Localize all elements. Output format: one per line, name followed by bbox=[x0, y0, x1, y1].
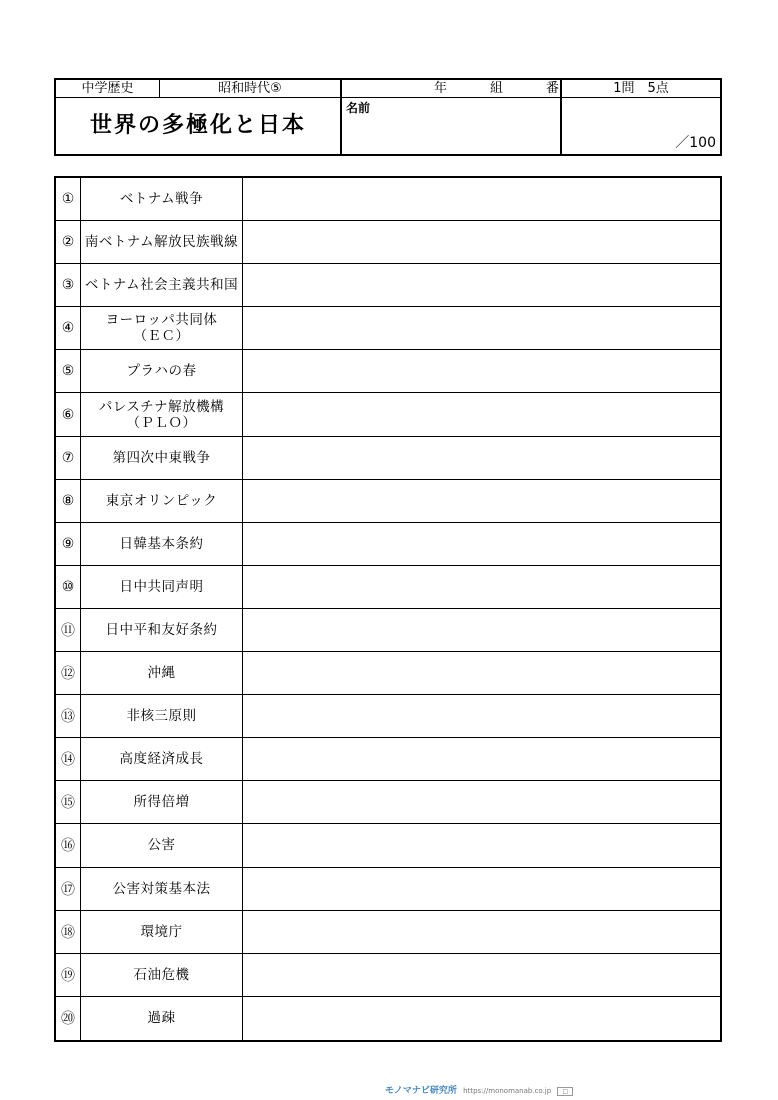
question-number: ⑯ bbox=[56, 824, 81, 866]
question-number: ⑨ bbox=[56, 523, 81, 565]
question-term: 日韓基本条約 bbox=[81, 523, 243, 565]
question-number: ⑲ bbox=[56, 954, 81, 996]
question-term: 南ベトナム解放民族戦線 bbox=[81, 221, 243, 263]
question-term: 沖縄 bbox=[81, 652, 243, 694]
answer-field[interactable] bbox=[243, 393, 720, 435]
footer-url[interactable]: https://monomanab.co.jp bbox=[463, 1087, 552, 1095]
year-label: 年 bbox=[434, 81, 448, 96]
question-row bbox=[56, 264, 720, 307]
question-term: 非核三原則 bbox=[81, 695, 243, 737]
question-number: ⑥ bbox=[56, 393, 81, 435]
question-number: ⑭ bbox=[56, 738, 81, 780]
question-row bbox=[56, 523, 720, 566]
question-row bbox=[56, 609, 720, 652]
answer-field[interactable] bbox=[243, 824, 720, 866]
footer bbox=[385, 1083, 573, 1096]
answer-field[interactable] bbox=[243, 264, 720, 306]
question-term: 第四次中東戦争 bbox=[81, 437, 243, 479]
number-label: 番 bbox=[546, 81, 560, 96]
question-number: ① bbox=[56, 178, 81, 220]
question-row bbox=[56, 437, 720, 480]
answer-field[interactable] bbox=[243, 868, 720, 910]
answer-field[interactable] bbox=[243, 911, 720, 953]
question-number: ⑧ bbox=[56, 480, 81, 522]
question-row bbox=[56, 221, 720, 264]
question-row bbox=[56, 781, 720, 824]
answer-field[interactable] bbox=[243, 695, 720, 737]
answer-field[interactable] bbox=[243, 954, 720, 996]
answer-field[interactable] bbox=[243, 997, 720, 1040]
question-number: ⑦ bbox=[56, 437, 81, 479]
subject-label: 中学歴史 bbox=[56, 80, 160, 98]
question-term: 高度経済成長 bbox=[81, 738, 243, 780]
question-row bbox=[56, 868, 720, 911]
question-term: 東京オリンピック bbox=[81, 480, 243, 522]
answer-field[interactable] bbox=[243, 738, 720, 780]
question-row bbox=[56, 393, 720, 436]
question-number: ⑱ bbox=[56, 911, 81, 953]
question-term: 公害対策基本法 bbox=[81, 868, 243, 910]
answer-field[interactable] bbox=[243, 350, 720, 392]
question-row bbox=[56, 178, 720, 221]
question-number: ⑤ bbox=[56, 350, 81, 392]
question-term: ベトナム社会主義共和国 bbox=[81, 264, 243, 306]
worksheet-header bbox=[54, 78, 722, 156]
question-number: ⑩ bbox=[56, 566, 81, 608]
question-row bbox=[56, 652, 720, 695]
question-number: ⑰ bbox=[56, 868, 81, 910]
answer-field[interactable] bbox=[243, 221, 720, 263]
question-row bbox=[56, 824, 720, 867]
question-row bbox=[56, 911, 720, 954]
question-table bbox=[54, 176, 722, 1042]
question-term: ヨーロッパ共同体 （ＥＣ） bbox=[81, 307, 243, 349]
score-total: ／100 bbox=[675, 135, 716, 151]
name-label: 名前 bbox=[346, 101, 371, 115]
question-row bbox=[56, 350, 720, 393]
points-per-question: 1問 5点 bbox=[562, 80, 720, 98]
brand-logo: モノマナビ研究所 bbox=[385, 1086, 457, 1096]
answer-field[interactable] bbox=[243, 178, 720, 220]
page-title: 世界の多極化と日本 bbox=[56, 98, 342, 154]
question-row bbox=[56, 997, 720, 1040]
question-term: 石油危機 bbox=[81, 954, 243, 996]
answer-field[interactable] bbox=[243, 307, 720, 349]
name-field[interactable] bbox=[342, 98, 562, 154]
question-number: ⑫ bbox=[56, 652, 81, 694]
question-term: 日中共同声明 bbox=[81, 566, 243, 608]
question-term: 過疎 bbox=[81, 997, 243, 1040]
era-label: 昭和時代⑤ bbox=[160, 80, 342, 98]
question-number: ⑳ bbox=[56, 997, 81, 1040]
question-term: 公害 bbox=[81, 824, 243, 866]
answer-field[interactable] bbox=[243, 523, 720, 565]
answer-field[interactable] bbox=[243, 480, 720, 522]
answer-field[interactable] bbox=[243, 781, 720, 823]
question-row bbox=[56, 307, 720, 350]
question-term: 所得倍増 bbox=[81, 781, 243, 823]
question-number: ⑬ bbox=[56, 695, 81, 737]
answer-field[interactable] bbox=[243, 652, 720, 694]
question-term: プラハの春 bbox=[81, 350, 243, 392]
question-row bbox=[56, 566, 720, 609]
question-row bbox=[56, 738, 720, 781]
answer-field[interactable] bbox=[243, 609, 720, 651]
answer-field[interactable] bbox=[243, 437, 720, 479]
question-term: パレスチナ解放機構 （ＰＬＯ） bbox=[81, 393, 243, 435]
class-info bbox=[342, 80, 562, 98]
question-number: ④ bbox=[56, 307, 81, 349]
footer-badge-icon: □ bbox=[557, 1087, 573, 1096]
question-number: ③ bbox=[56, 264, 81, 306]
question-row bbox=[56, 695, 720, 738]
question-number: ⑮ bbox=[56, 781, 81, 823]
question-row bbox=[56, 954, 720, 997]
group-label: 組 bbox=[490, 81, 504, 96]
score-field[interactable] bbox=[562, 98, 720, 154]
question-number: ⑪ bbox=[56, 609, 81, 651]
question-row bbox=[56, 480, 720, 523]
question-term: 環境庁 bbox=[81, 911, 243, 953]
question-term: ベトナム戦争 bbox=[81, 178, 243, 220]
question-term: 日中平和友好条約 bbox=[81, 609, 243, 651]
question-number: ② bbox=[56, 221, 81, 263]
answer-field[interactable] bbox=[243, 566, 720, 608]
